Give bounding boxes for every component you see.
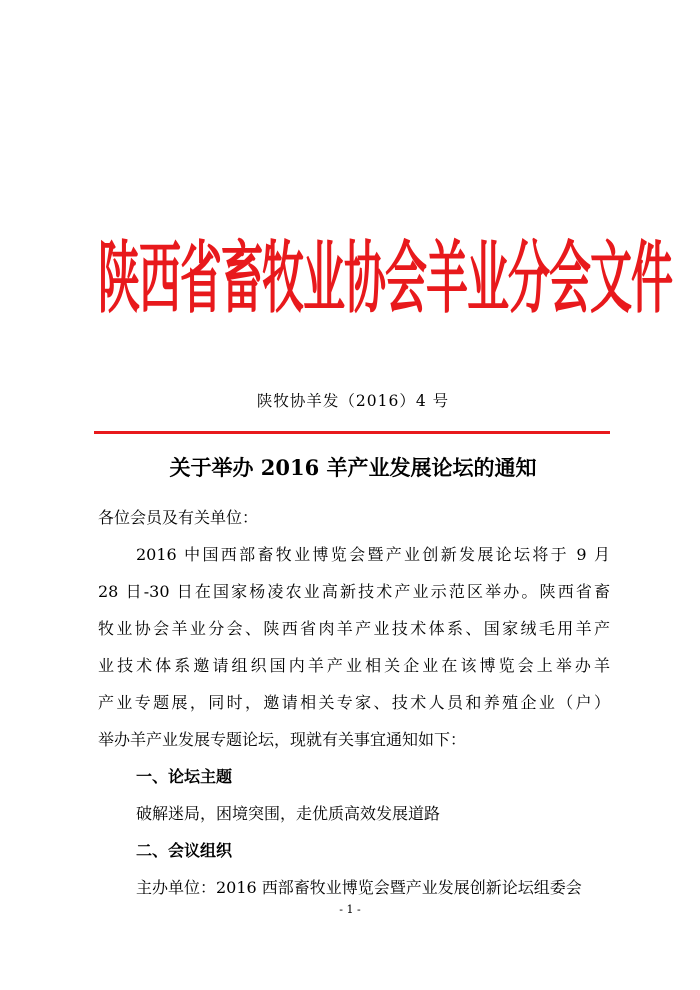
section-1-text: 破解迷局，困境突围，走优质高效发展道路 xyxy=(136,804,441,823)
paragraph-line-6: 举办羊产业发展专题论坛，现就有关事宜通知如下： xyxy=(98,730,467,749)
paragraph-line-4 xyxy=(98,658,610,674)
paragraph-line-5-text: 产业专题展，同时，邀请相关专家、技术人员和养殖企业（户） xyxy=(98,693,610,712)
red-header-title: 陕西省畜牧业协会羊业分会文件 xyxy=(98,232,673,324)
paragraph-line-3-text: 牧业协会羊业分会、陕西省肉羊产业技术体系、国家绒毛用羊产 xyxy=(98,619,610,638)
paragraph-line-2-text: 28 日-30 日在国家杨凌农业高新技术产业示范区举办。陕西省畜 xyxy=(98,582,610,601)
section-2-heading: 二、会议组织 xyxy=(136,841,233,860)
red-divider-line xyxy=(94,431,610,434)
page-number: - 1 - xyxy=(339,903,361,916)
notice-title: 关于举办 2016 羊产业发展论坛的通知 xyxy=(169,455,537,480)
paragraph-line-1 xyxy=(136,547,610,563)
paragraph-line-2 xyxy=(98,584,610,600)
salutation: 各位会员及有关单位： xyxy=(98,508,259,527)
paragraph-line-5 xyxy=(98,695,610,711)
section-2-text: 主办单位：2016 西部畜牧业博览会暨产业发展创新论坛组委会 xyxy=(136,878,582,897)
document-number: 陕牧协羊发（2016）4 号 xyxy=(256,392,450,410)
paragraph-line-1-text: 2016 中国西部畜牧业博览会暨产业创新发展论坛将于 9 月 xyxy=(136,545,610,564)
section-1-heading: 一、论坛主题 xyxy=(136,767,233,786)
paragraph-line-3 xyxy=(98,621,610,637)
paragraph-line-4-text: 业技术体系邀请组织国内羊产业相关企业在该博览会上举办羊 xyxy=(98,656,610,675)
